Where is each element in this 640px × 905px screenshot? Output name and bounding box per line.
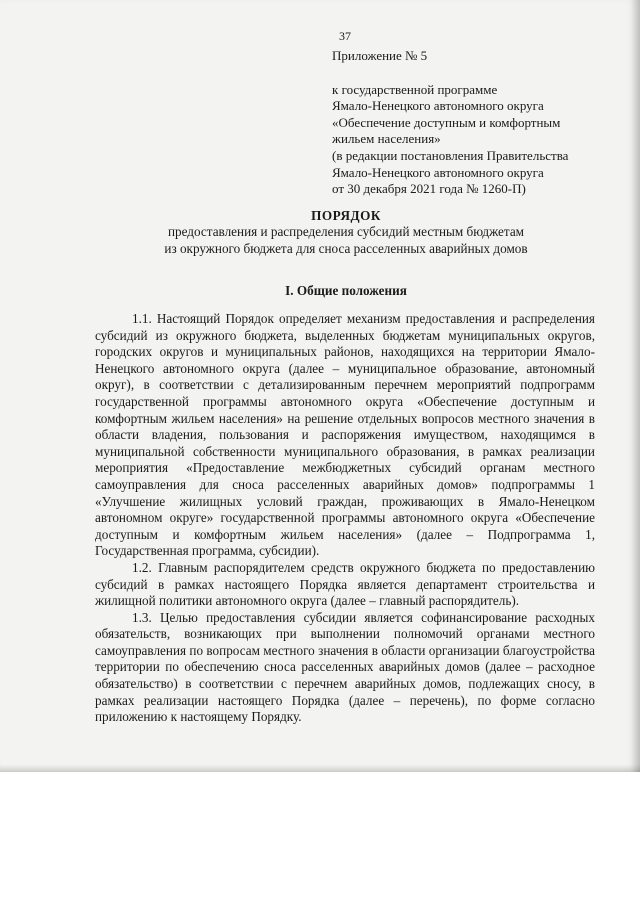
paragraph-1-1: 1.1. Настоящий Порядок определяет механизм предоставления и распределения субсидий из окружного бюджета, выделенных бюджетам муниципальных округов, городских округов и муниципальных районов, находящихся на территории Ямало-Ненецкого автономного округа (далее – муниципальное образование, автономный округ), в соответствии с детализированным перечнем мероприятий подпрограмм государственной программы автономного округа «Обеспечение доступным и комфортным жильем населения» на решение отдельных вопросов местного значения в области владения, пользования и распоряжения имуществом, находящимся в муниципальной собственности муниципального образования, в рамках реализации мероприятия «Предоставление межбюджетных субсидий органам местного самоуправления для сноса расселенных аварийных домов» подпрограммы 1 «Улучшение жилищных условий граждан, проживающих в Ямало-Ненецком автономном округе» государственной программы автономного округа «Обеспечение доступным и комфортным жильем населения» (далее – Подпрограмма 1, Государственная программа, субсидии). [95, 311, 595, 559]
annex-line: от 30 декабря 2021 года № 1260-П) [332, 181, 526, 197]
annex-line: Ямало-Ненецкого автономного округа [332, 164, 544, 180]
subtitle-line: из окружного бюджета для сноса расселенных аварийных домов [164, 240, 528, 256]
paragraph-1-2: 1.2. Главным распорядителем средств окружного бюджета по предоставлению субсидий в рамках настоящего Порядка является департамент строительства и жилищной политики автономного округа (далее – главный распорядитель). [95, 559, 595, 609]
subtitle-line: предоставления и распределения субсидий местным бюджетам [167, 224, 525, 239]
annex-line: (в редакции постановления Правительства [332, 147, 569, 163]
document-title: ПОРЯДОК [311, 208, 381, 223]
annex-line: к государственной программе [332, 81, 498, 97]
page-edge-shadow [630, 0, 640, 772]
annex-title: Приложение № 5 [332, 48, 428, 63]
paragraph-1-3: 1.3. Целью предоставления субсидии является софинансирование расходных обязательств, возникающих при выполнении полномочий органами местного самоуправления по вопросам местного значения в области организации благоустройства территории по обеспечению сноса расселенных аварийных домов (далее – расходное обязательство) в соответствии с перечнем аварийных домов, подлежащих сносу, в рамках реализации настоящего Порядка (далее – перечень), по форме согласно приложению к настоящему Порядку. [95, 609, 595, 725]
annex-line: «Обеспечение доступным и комфортным [332, 114, 561, 130]
annex-line: жильем населения» [332, 131, 441, 147]
document-body [95, 311, 595, 726]
annex-line: Ямало-Ненецкого автономного округа [332, 98, 544, 114]
section-heading: I. Общие положения [285, 283, 407, 298]
page-number: 37 [339, 29, 351, 43]
page-bottom-shadow [0, 764, 640, 772]
document-subtitle [112, 224, 580, 257]
annex-block [332, 48, 622, 198]
